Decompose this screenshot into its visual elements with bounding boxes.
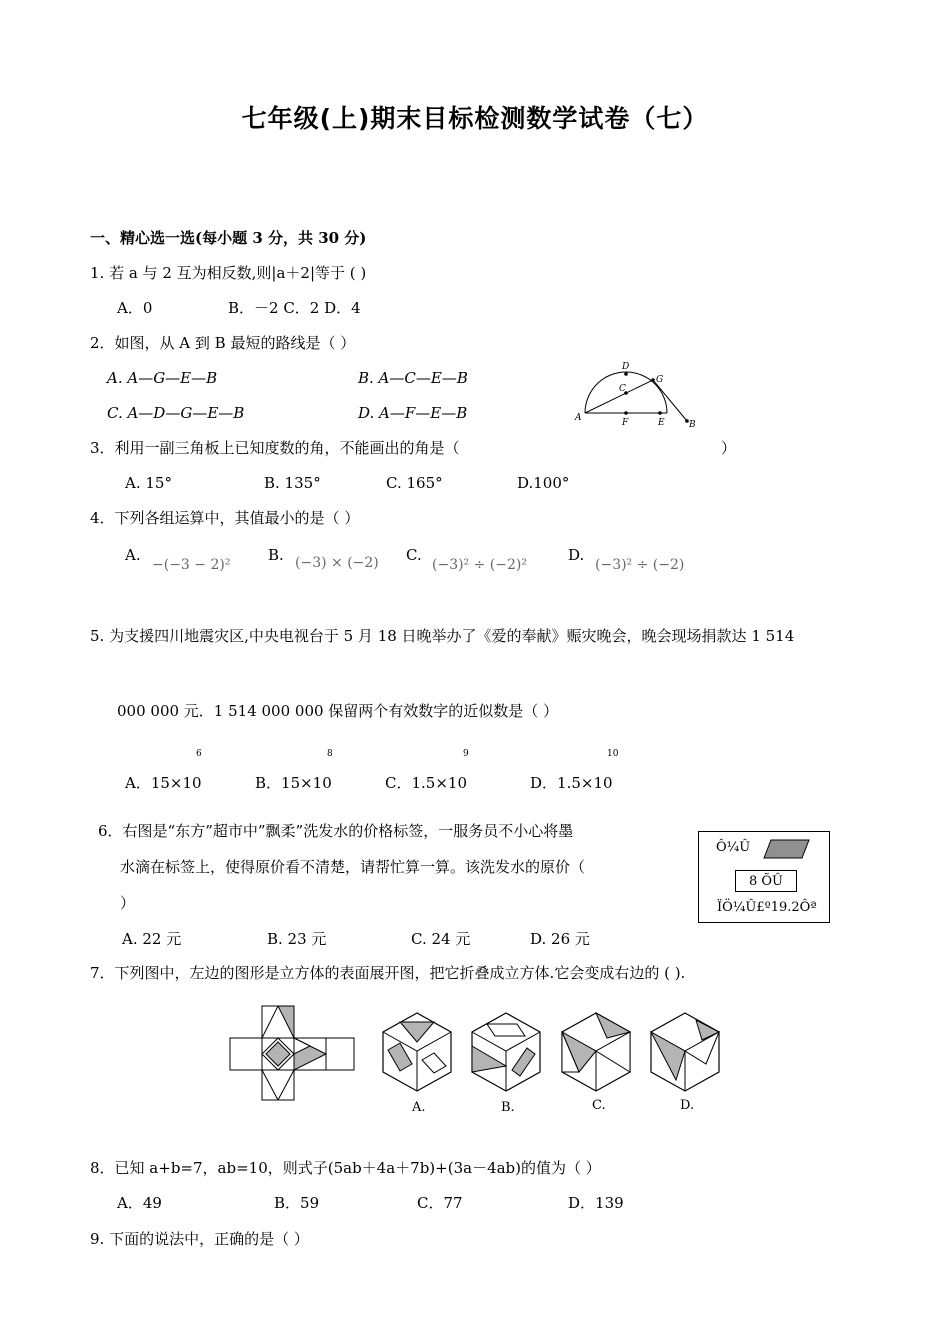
ink-blot-icon xyxy=(763,839,811,859)
q5-option-d: D．1.5×10 xyxy=(530,774,613,792)
q4-label-a: A. xyxy=(125,546,141,564)
label-c: C xyxy=(619,384,626,394)
q4-expr-b: (−3) × (−2) xyxy=(295,555,379,571)
label-f: F xyxy=(622,418,629,428)
route-figure xyxy=(570,360,700,432)
discount-box xyxy=(735,870,797,892)
cube-option-d xyxy=(646,1010,724,1094)
q2-option-c: C. A—D—G—E—B xyxy=(107,404,245,422)
q9-stem: 9. 下面的说法中，正确的是（ ） xyxy=(90,1230,309,1248)
q3-option-b: B. 135° xyxy=(264,474,321,492)
q8-option-d: D．139 xyxy=(568,1194,624,1212)
page-title: 七年级(上)期末目标检测数学试卷（七） xyxy=(241,104,709,133)
q4-expr-a: −(−3 − 2)² xyxy=(152,557,231,573)
q3-stem: 3．利用一副三角板上已知度数的角，不能画出的角是（ xyxy=(90,439,460,457)
q4-expr-d: (−3)² ÷ (−2) xyxy=(595,557,685,573)
q7-label-c: C. xyxy=(592,1098,606,1113)
q5-exp-b: 8 xyxy=(327,749,333,759)
q2-option-a: A. A—G—E—B xyxy=(107,369,218,387)
q5-option-b: B．15×10 xyxy=(255,774,332,792)
q3-option-d: D.100° xyxy=(517,474,570,492)
q6-option-b: B. 23 元 xyxy=(267,930,327,948)
q2-option-d: D. A—F—E—B xyxy=(358,404,468,422)
q1-stem: 1. 若 a 与 2 互为相反数,则|a＋2|等于 ( ) xyxy=(90,264,367,282)
q7-label-d: D. xyxy=(680,1098,695,1113)
q2-option-b: B. A—C—E—B xyxy=(358,369,468,387)
label-a: A xyxy=(575,413,582,423)
q8-stem: 8．已知 a+b=7，ab=10，则式子(5ab＋4a＋7b)+(3a－4ab)的值为（ ） xyxy=(90,1159,601,1177)
q5-option-a: A．15×10 xyxy=(125,774,202,792)
cube-option-b xyxy=(467,1010,545,1094)
q5-line-2: 000 000 元．1 514 000 000 保留两个有效数字的近似数是（ ） xyxy=(117,702,559,720)
q4-stem: 4．下列各组运算中，其值最小的是（ ） xyxy=(90,509,360,527)
q5-line-1: 5. 为支援四川地震灾区,中央电视台于 5 月 18 日晚举办了《爱的奉献》赈灾晚会，晚会现场捐款达 1 514 xyxy=(90,627,795,645)
q5-exp-a: 6 xyxy=(196,749,202,759)
label-d: D xyxy=(622,362,630,372)
q5-option-c: C．1.5×10 xyxy=(385,774,467,792)
q7-label-a: A. xyxy=(412,1100,426,1115)
q8-option-b: B．59 xyxy=(274,1194,320,1212)
q6-option-c: C. 24 元 xyxy=(411,930,471,948)
q6-option-a: A. 22 元 xyxy=(122,930,182,948)
price-tag xyxy=(698,831,830,923)
q4-label-d: D. xyxy=(568,546,585,564)
current-price-text: ÏÖ¼Û£º19.2Ôª xyxy=(717,900,817,915)
q1-option-a: A．0 xyxy=(117,299,153,317)
q3-close: ） xyxy=(721,439,737,457)
q4-label-c: C. xyxy=(406,546,422,564)
q1-options-bcd: B．－2 C．2 D．4 xyxy=(228,299,361,317)
section-heading: 一、精心选一选(每小题 3 分，共 30 分) xyxy=(90,229,367,247)
price-tag-original-label: Ô¼Û xyxy=(716,840,751,855)
q4-expr-c: (−3)² ÷ (−2)² xyxy=(432,557,527,573)
cube-option-a xyxy=(378,1010,456,1094)
label-g: G xyxy=(656,375,664,385)
q3-option-c: C. 165° xyxy=(386,474,443,492)
q8-option-c: C．77 xyxy=(417,1194,463,1212)
q6-line-3: ） xyxy=(120,894,136,912)
label-b: B xyxy=(689,420,696,430)
q7-label-b: B. xyxy=(501,1100,515,1115)
q5-exp-d: 10 xyxy=(607,749,619,759)
q3-option-a: A. 15° xyxy=(125,474,172,492)
cube-option-c xyxy=(557,1010,635,1094)
q8-option-a: A．49 xyxy=(117,1194,162,1212)
q6-option-d: D. 26 元 xyxy=(530,930,590,948)
q6-line-2: 水滴在标签上，使得原价看不清楚，请帮忙算一算。该洗发水的原价（ xyxy=(120,858,586,876)
label-e: E xyxy=(658,418,665,428)
q2-stem: 2．如图，从 A 到 B 最短的路线是（ ） xyxy=(90,334,356,352)
q4-label-b: B. xyxy=(268,546,284,564)
q6-line-1: 6．右图是“东方”超市中”飘柔”洗发水的价格标签，一服务员不小心将墨 xyxy=(98,822,574,840)
q7-stem: 7．下列图中，左边的图形是立方体的表面展开图，把它折叠成立方体.它会变成右边的 ( ). xyxy=(90,964,686,982)
cube-net-figure xyxy=(228,1004,358,1104)
discount-text: 8 ÕÛ xyxy=(748,874,784,889)
q5-exp-c: 9 xyxy=(463,749,469,759)
